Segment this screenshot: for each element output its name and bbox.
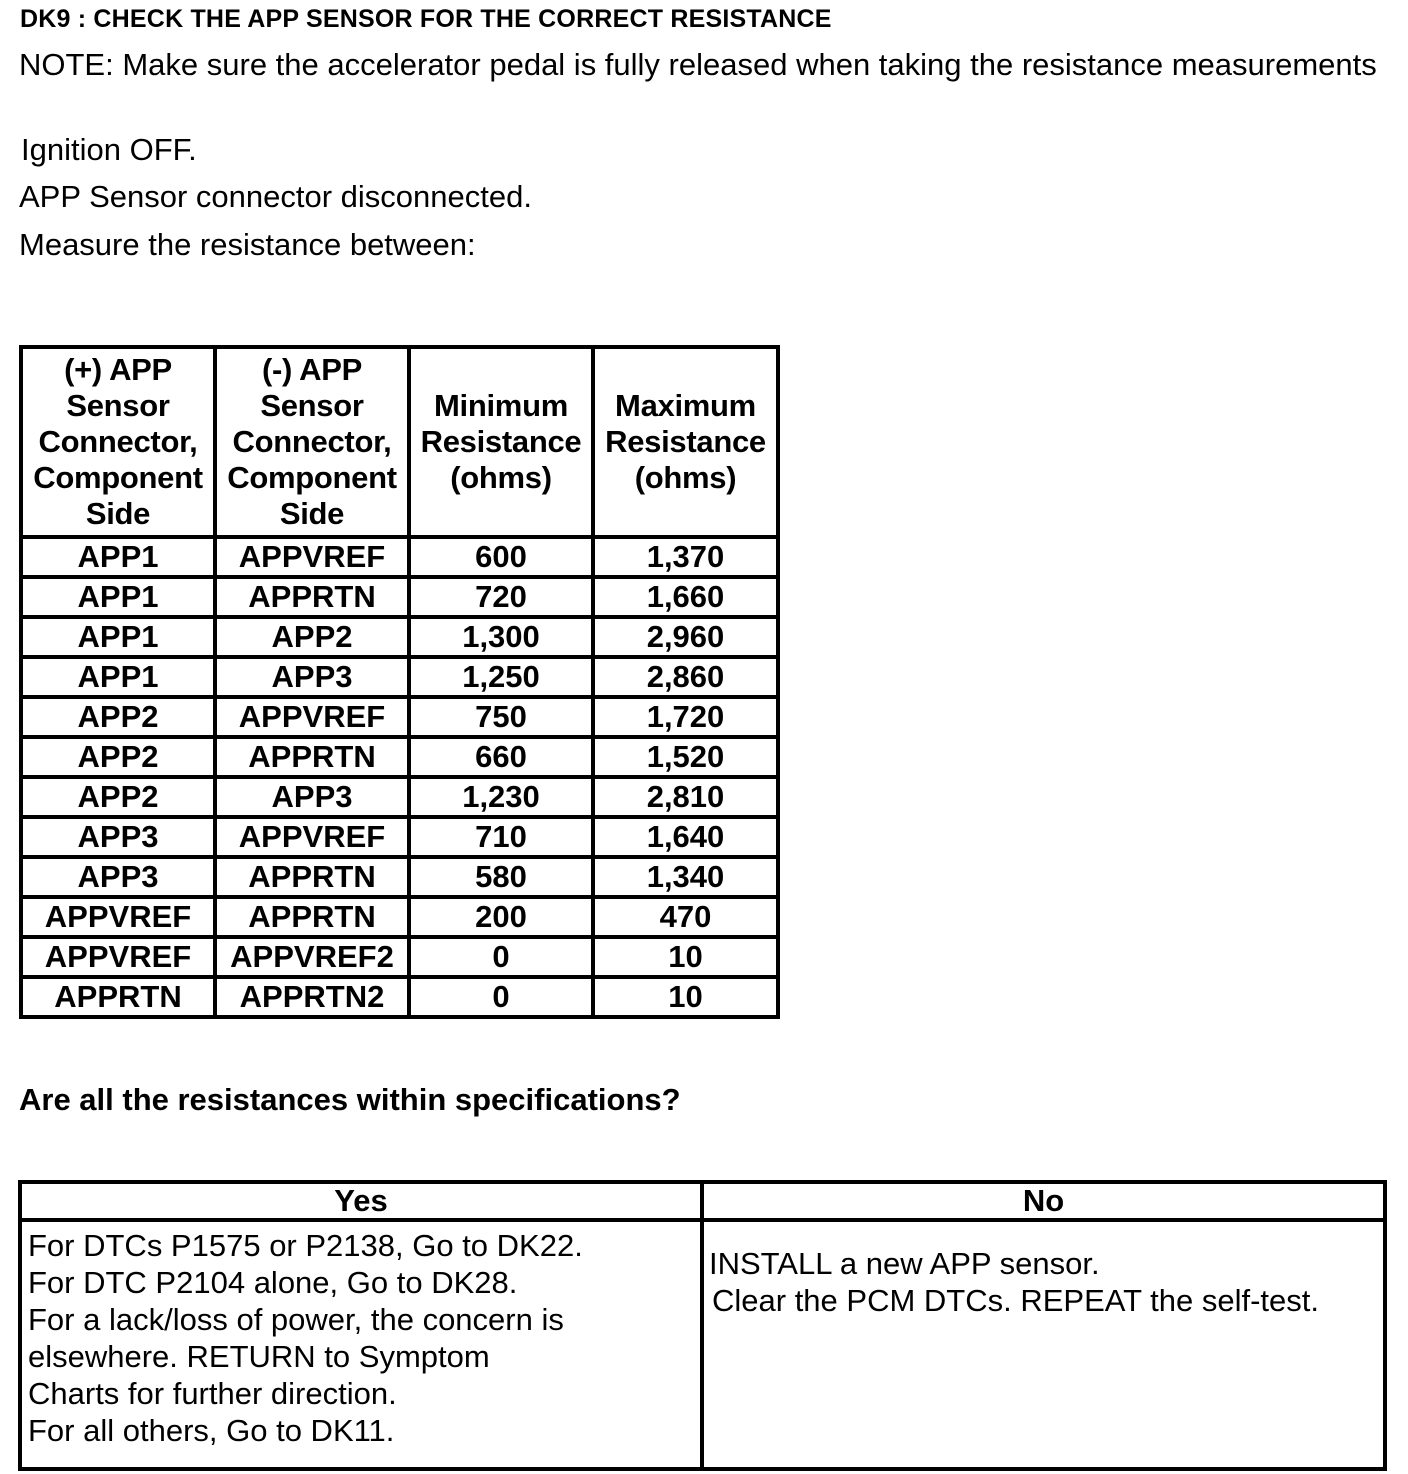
negative-terminal-cell: APPRTN	[215, 737, 409, 777]
maximum-resistance-cell: 1,660	[593, 577, 778, 617]
positive-terminal-cell: APPRTN	[21, 977, 215, 1017]
measure-step: Measure the resistance between:	[19, 227, 476, 262]
note-text: NOTE: Make sure the accelerator pedal is fully released when taking the resistance measurements	[19, 47, 1377, 82]
negative-terminal-cell: APP2	[215, 617, 409, 657]
decision-body-row	[20, 1220, 1385, 1469]
negative-terminal-cell: APPVREF	[215, 537, 409, 577]
minimum-resistance-cell: 600	[409, 537, 593, 577]
maximum-resistance-cell: 1,340	[593, 857, 778, 897]
negative-terminal-cell: APP3	[215, 777, 409, 817]
header-negative-connector: (-) APP Sensor Connector, Component Side	[215, 347, 409, 537]
negative-terminal-cell: APP3	[215, 657, 409, 697]
header-positive-connector: (+) APP Sensor Connector, Component Side	[21, 347, 215, 537]
positive-terminal-cell: APP3	[21, 857, 215, 897]
minimum-resistance-cell: 0	[409, 977, 593, 1017]
table-row	[21, 777, 778, 817]
negative-terminal-cell: APPRTN	[215, 857, 409, 897]
yes-line: For a lack/loss of power, the concern is	[28, 1302, 564, 1337]
maximum-resistance-cell: 470	[593, 897, 778, 937]
table-row	[21, 977, 778, 1017]
table-row	[21, 537, 778, 577]
maximum-resistance-cell: 2,960	[593, 617, 778, 657]
maximum-resistance-cell: 10	[593, 977, 778, 1017]
minimum-resistance-cell: 660	[409, 737, 593, 777]
maximum-resistance-cell: 10	[593, 937, 778, 977]
positive-terminal-cell: APP2	[21, 777, 215, 817]
decision-header-row	[20, 1182, 1385, 1220]
yes-actions	[20, 1220, 702, 1469]
yes-line: Charts for further direction.	[28, 1376, 397, 1411]
decision-table	[18, 1180, 1387, 1471]
connector-step: APP Sensor connector disconnected.	[19, 179, 532, 214]
maximum-resistance-cell: 1,520	[593, 737, 778, 777]
yes-line: For DTC P2104 alone, Go to DK28.	[28, 1265, 518, 1300]
negative-terminal-cell: APPVREF	[215, 817, 409, 857]
header-minimum-resistance: Minimum Resistance (ohms)	[409, 347, 593, 537]
minimum-resistance-cell: 1,300	[409, 617, 593, 657]
yes-header: Yes	[20, 1182, 702, 1220]
no-actions	[702, 1220, 1385, 1469]
maximum-resistance-cell: 1,720	[593, 697, 778, 737]
minimum-resistance-cell: 720	[409, 577, 593, 617]
ignition-step: Ignition OFF.	[21, 132, 197, 167]
yes-line: For all others, Go to DK11.	[28, 1413, 395, 1448]
no-line: Clear the PCM DTCs. REPEAT the self-test.	[712, 1283, 1319, 1318]
table-row	[21, 577, 778, 617]
negative-terminal-cell: APPVREF	[215, 697, 409, 737]
positive-terminal-cell: APP2	[21, 737, 215, 777]
no-line: INSTALL a new APP sensor.	[709, 1246, 1100, 1281]
resistance-table-header-row	[21, 347, 778, 537]
negative-terminal-cell: APPVREF2	[215, 937, 409, 977]
no-header: No	[702, 1182, 1385, 1220]
positive-terminal-cell: APP1	[21, 657, 215, 697]
positive-terminal-cell: APP3	[21, 817, 215, 857]
table-row	[21, 857, 778, 897]
table-row	[21, 697, 778, 737]
negative-terminal-cell: APPRTN	[215, 897, 409, 937]
minimum-resistance-cell: 200	[409, 897, 593, 937]
table-row	[21, 937, 778, 977]
maximum-resistance-cell: 1,370	[593, 537, 778, 577]
table-row	[21, 657, 778, 697]
table-row	[21, 817, 778, 857]
yes-line: For DTCs P1575 or P2138, Go to DK22.	[28, 1228, 583, 1263]
minimum-resistance-cell: 1,230	[409, 777, 593, 817]
positive-terminal-cell: APP1	[21, 537, 215, 577]
specification-question: Are all the resistances within specifications?	[19, 1082, 681, 1117]
maximum-resistance-cell: 2,810	[593, 777, 778, 817]
positive-terminal-cell: APP1	[21, 577, 215, 617]
negative-terminal-cell: APPRTN	[215, 577, 409, 617]
table-row	[21, 737, 778, 777]
minimum-resistance-cell: 710	[409, 817, 593, 857]
header-maximum-resistance: Maximum Resistance (ohms)	[593, 347, 778, 537]
positive-terminal-cell: APPVREF	[21, 937, 215, 977]
resistance-table	[19, 345, 780, 1019]
maximum-resistance-cell: 2,860	[593, 657, 778, 697]
minimum-resistance-cell: 1,250	[409, 657, 593, 697]
negative-terminal-cell: APPRTN2	[215, 977, 409, 1017]
minimum-resistance-cell: 580	[409, 857, 593, 897]
positive-terminal-cell: APPVREF	[21, 897, 215, 937]
minimum-resistance-cell: 0	[409, 937, 593, 977]
table-row	[21, 897, 778, 937]
resistance-table-body	[21, 537, 778, 1017]
minimum-resistance-cell: 750	[409, 697, 593, 737]
positive-terminal-cell: APP1	[21, 617, 215, 657]
maximum-resistance-cell: 1,640	[593, 817, 778, 857]
page-title: DK9 : CHECK THE APP SENSOR FOR THE CORRECT RESISTANCE	[20, 5, 832, 33]
table-row	[21, 617, 778, 657]
yes-line: elsewhere. RETURN to Symptom	[28, 1339, 490, 1374]
positive-terminal-cell: APP2	[21, 697, 215, 737]
